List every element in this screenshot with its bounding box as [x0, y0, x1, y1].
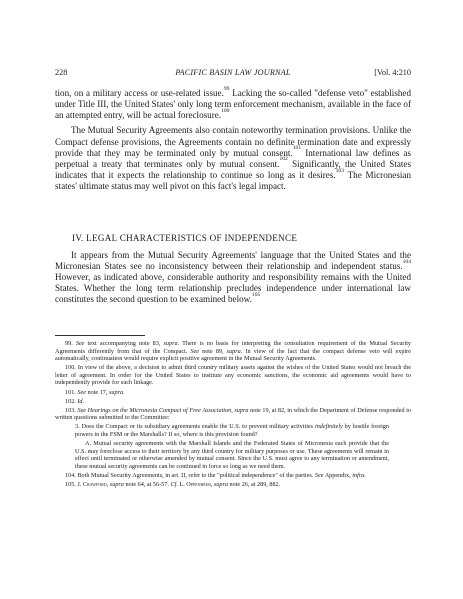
text-run: Appendix, — [323, 472, 353, 479]
text-run: , — [210, 481, 214, 489]
text-run: 105. — [65, 481, 78, 489]
paragraph-3 — [55, 250, 411, 305]
text-run: Id — [77, 397, 83, 405]
text-run: 99. — [65, 340, 76, 347]
text-run: . — [364, 472, 366, 479]
footnote-ref[interactable]: 100 — [221, 107, 230, 114]
footnotes — [55, 340, 411, 490]
text-run: J. Crawford — [77, 481, 107, 489]
footnote-ref[interactable]: 103 — [335, 167, 344, 174]
text-run: See — [77, 388, 86, 396]
text-run: text accompanying note 83, — [84, 340, 164, 347]
text-run: . — [82, 397, 85, 405]
text-run: Significantly, the United States indicates that it expects the relationship to continue so long as it desires. — [55, 158, 411, 181]
footnote-ref[interactable]: 104 — [402, 258, 411, 265]
text-run: Cf. — [170, 481, 178, 489]
volume-citation: [Vol. 4:210 — [374, 68, 411, 77]
text-run: The Micronesian states' ultimate status may well pivot on this fact's legal impact. — [55, 170, 411, 192]
text-run: See — [314, 472, 324, 479]
text-run: by hostile foreign powers in the FSM or the Marshalls? If so, where is this provision found? — [75, 423, 389, 439]
text-run: supra — [109, 388, 124, 396]
block-quote-question — [55, 423, 411, 438]
text-run: Lacking the so-called "defense veto" established under Title III, the United States' only long term enforcement mechanism, available in the face of an attempted entry, will be actual foreclosure. — [55, 88, 412, 121]
text-run: See — [75, 340, 85, 347]
text-run: However, as indicated above, considerable authority and responsibility remains with the United States. Whether the long term relationship precludes independence under international law constitutes the second question to be examined below. — [55, 272, 411, 305]
text-run: , — [106, 481, 110, 489]
text-run: . There is no basis for interpreting the consultation requirement of the Mutual Security Agreements differently from that of the Compact. — [55, 340, 412, 355]
running-header — [55, 68, 411, 80]
footnote-103 — [55, 407, 411, 422]
section-heading: IV. LEGAL CHARACTERISTICS OF INDEPENDENCE — [72, 233, 298, 243]
text-run: indefinitely — [314, 423, 343, 431]
journal-title: PACIFIC BASIN LAW JOURNAL — [175, 68, 291, 77]
text-run: , — [231, 406, 235, 414]
footnote-104 — [55, 472, 411, 480]
paragraph-2 — [55, 125, 411, 192]
text-run: note 26, at 289, 882. — [227, 481, 281, 489]
text-run: 101. — [65, 388, 78, 396]
text-run: See — [190, 347, 200, 355]
text-run: note 17, — [85, 388, 109, 396]
footnote-102 — [55, 398, 411, 406]
footnote-100: 100. In view of the above, a decision to admit third country military assets against the wishes of the United States would not breach the letter of agreement. In order for the United States to institute any economic sanctions, the economic aid agreements would have to independently provide for such linkage. — [55, 364, 411, 387]
footnote-divider — [55, 335, 145, 336]
body-text — [55, 85, 412, 192]
text-run: See Hearings on the Micronesia Compact of Free Association — [77, 406, 232, 414]
footnote-101 — [55, 389, 411, 397]
text-run: L. Oppenheim — [179, 481, 211, 489]
text-run: International law defines as perpetual a treaty that terminates only by mutual consent. — [55, 147, 411, 169]
footnote-99 — [55, 340, 411, 363]
text-run: infra — [352, 472, 365, 479]
text-run: supra — [213, 481, 228, 489]
page-number: 228 — [55, 68, 68, 77]
text-run: 3. Does the Compact or its subsidiary agreements enable the U.S. to prevent military activities — [75, 423, 315, 431]
text-run: . — [123, 388, 125, 396]
text-run: note 19, at 82, in which the Department of Defense responded to written questions submitted to the Committee: — [55, 406, 412, 422]
text-run: supra — [109, 481, 124, 489]
text-run: 104. Both Mutual Security Agreements, in art. II, refer to the "political independence" of the parties. — [65, 472, 315, 479]
text-run: 102. — [65, 397, 78, 405]
text-run: supra — [226, 347, 241, 355]
footnote-ref[interactable]: 105 — [251, 291, 261, 298]
footnote-ref[interactable]: 101 — [292, 145, 302, 152]
text-run: The Mutual Security Agreements also contain noteworthy termination provisions. Unlike the Compact defense provisions, the Agreements contain no definite termination date and expressly provide that they may be terminated only by mutual consent. — [55, 125, 411, 158]
text-run: supra — [234, 406, 249, 414]
text-run: note 89, — [199, 347, 227, 355]
text-run: supra — [163, 340, 178, 347]
text-run: 103. — [65, 406, 78, 414]
footnote-ref[interactable]: 99 — [223, 85, 230, 92]
text-run: . In view of the fact that the compact defense veto will expire automatically, continuation would require explicit positive agreement in the Mutual Security Agreements. — [55, 347, 411, 363]
paragraph-1 — [55, 85, 412, 121]
footnote-105 — [55, 481, 411, 489]
text-run: It appears from the Mutual Security Agreements' language that the United States and the Micronesian States see no inconsistency between their relationship and independent status. — [55, 250, 411, 272]
text-run: tion, on a military access or use-related issue. — [55, 88, 224, 98]
footnote-ref[interactable]: 102 — [279, 156, 288, 163]
block-quote-answer: A. Mutual security agreements with the Marshall Islands and the Federated States of Micronesia each provide that the U.S. may foreclose access to their territory by any third country for military purposes or use. These agreements will remain in effect until terminated or otherwise amended by mutual consent. Since the U.S. must agree to any termination or amendment, these mutual security agreements can be continued in force so long as we need them. — [75, 440, 389, 470]
text-run: note 64, at 56-57. — [123, 481, 171, 489]
